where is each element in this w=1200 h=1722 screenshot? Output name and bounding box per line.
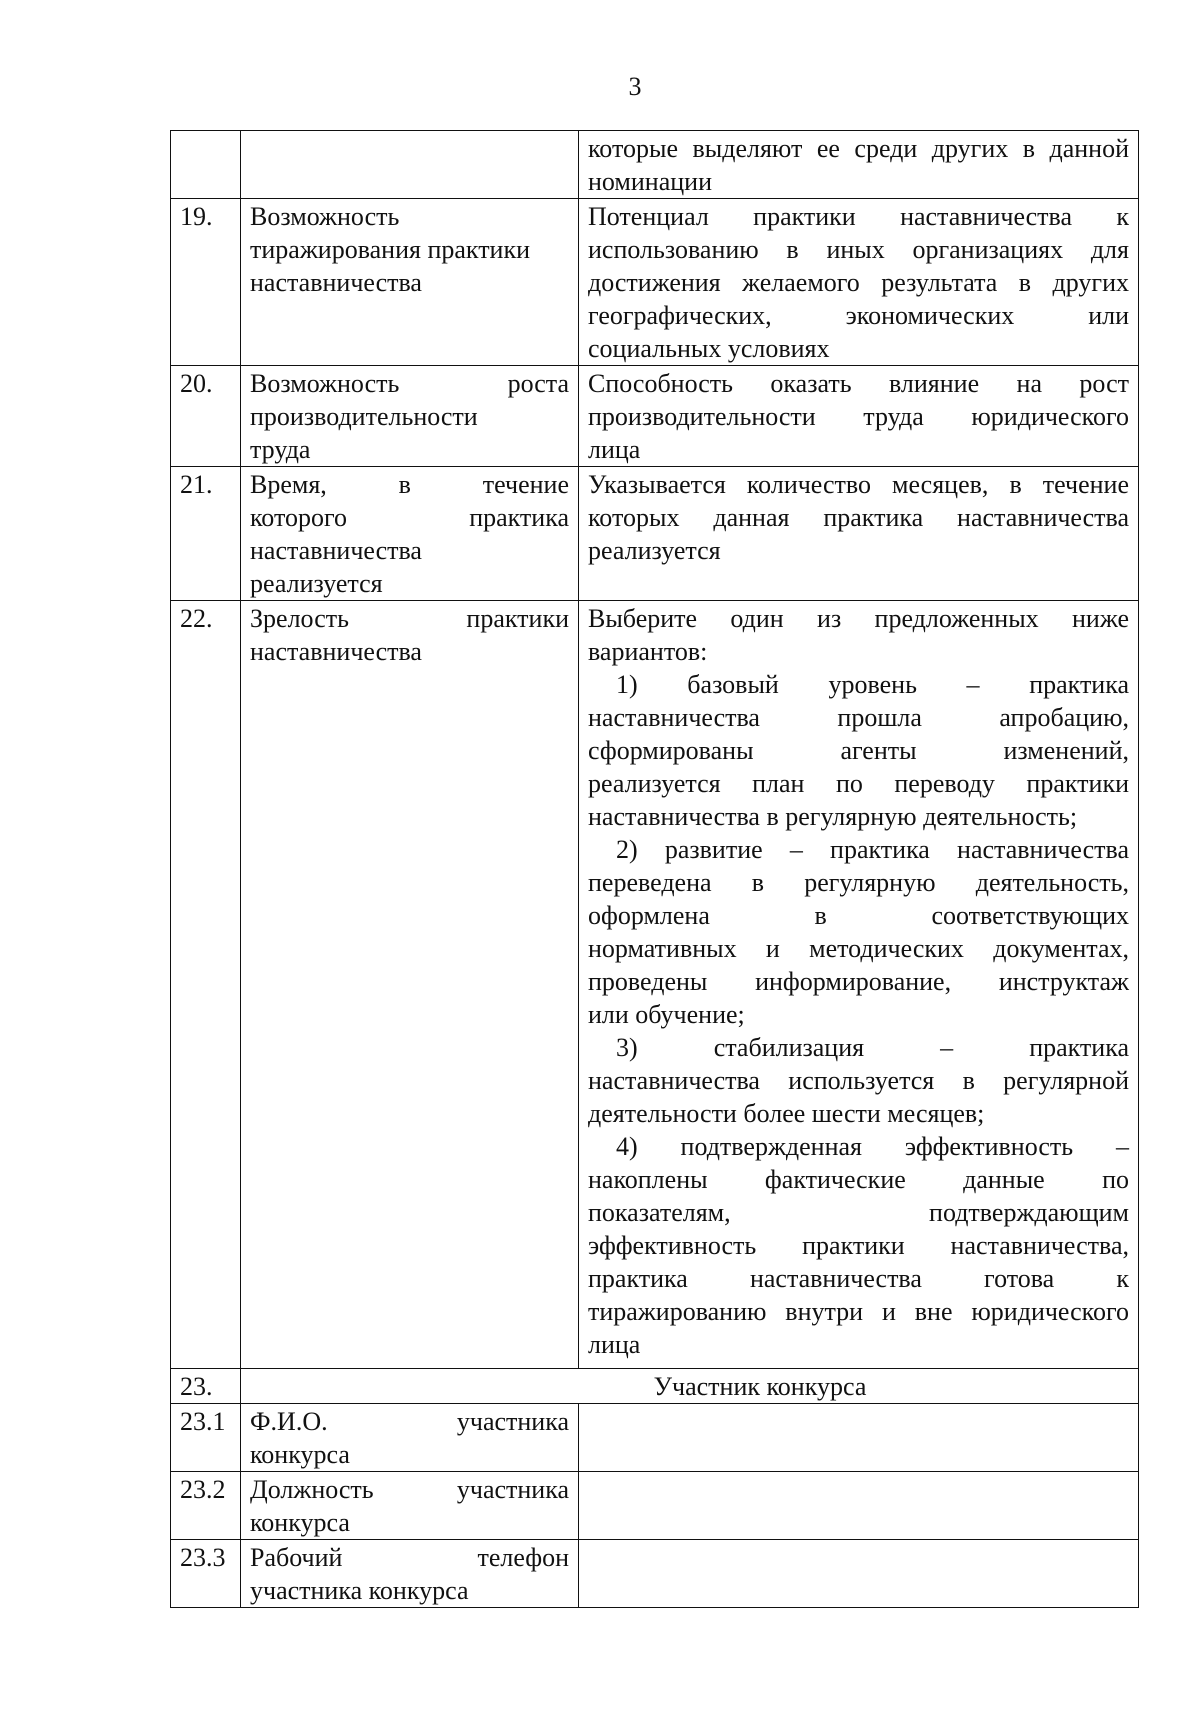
name-line: наставничества bbox=[250, 268, 422, 297]
option-line: 1) базовый уровень – практика bbox=[616, 670, 1129, 699]
value-cell[interactable] bbox=[579, 1404, 1139, 1472]
name-line: Рабочий телефон bbox=[250, 1543, 569, 1572]
table-row bbox=[171, 199, 1139, 366]
row-number: 23. bbox=[171, 1369, 241, 1404]
description-line: вариантов: bbox=[588, 637, 708, 666]
table-row bbox=[171, 1540, 1139, 1608]
criterion-description-cell bbox=[579, 601, 1139, 1369]
name-line: конкурса bbox=[250, 1508, 350, 1537]
criterion-name-cell bbox=[241, 1404, 579, 1472]
description-line: Способность оказать влияние на рост bbox=[588, 369, 1129, 398]
table-row bbox=[171, 601, 1139, 1369]
row-number: 23.3 bbox=[171, 1540, 241, 1608]
description-line: лица bbox=[588, 435, 641, 464]
criterion-description-cell bbox=[579, 131, 1139, 199]
criterion-description-cell bbox=[579, 366, 1139, 467]
option-line: тиражированию внутри и вне юридического bbox=[588, 1297, 1129, 1326]
description-line: номинации bbox=[588, 167, 712, 196]
option-line: переведена в регулярную деятельность, bbox=[588, 868, 1129, 897]
table-row bbox=[171, 366, 1139, 467]
description-line: географических, экономических или bbox=[588, 301, 1129, 330]
name-line: которого практика bbox=[250, 503, 569, 532]
description-line: использованию в иных организациях для bbox=[588, 235, 1129, 264]
option-line: нормативных и методических документах, bbox=[588, 934, 1129, 963]
option-line: наставничества используется в регулярной bbox=[588, 1066, 1129, 1095]
option-line: 2) развитие – практика наставничества bbox=[616, 835, 1129, 864]
option-line: лица bbox=[588, 1330, 641, 1359]
description-line: реализуется bbox=[588, 536, 721, 565]
option-line: оформлена в соответствующих bbox=[588, 901, 1129, 930]
row-number: 22. bbox=[171, 601, 241, 1369]
row-number-cell bbox=[171, 131, 241, 199]
criterion-name-cell bbox=[241, 601, 579, 1369]
name-line: конкурса bbox=[250, 1440, 350, 1469]
name-line: Должность участника bbox=[250, 1475, 569, 1504]
name-line: труда bbox=[250, 435, 311, 464]
name-line: Время, в течение bbox=[250, 470, 569, 499]
row-number: 23.2 bbox=[171, 1472, 241, 1540]
page-number: 3 bbox=[628, 72, 642, 101]
criterion-name-cell bbox=[241, 1472, 579, 1540]
name-line: участника конкурса bbox=[250, 1576, 469, 1605]
description-line: Указывается количество месяцев, в течение bbox=[588, 470, 1129, 499]
criterion-description-cell bbox=[579, 199, 1139, 366]
row-number: 20. bbox=[171, 366, 241, 467]
option-line: накоплены фактические данные по bbox=[588, 1165, 1129, 1194]
option-line: наставничества прошла апробацию, bbox=[588, 703, 1129, 732]
description-line: которых данная практика наставничества bbox=[588, 503, 1129, 532]
option-line: 3) стабилизация – практика bbox=[616, 1033, 1129, 1062]
option-line: 4) подтвержденная эффективность – bbox=[616, 1132, 1129, 1161]
name-line: производительности bbox=[250, 402, 478, 431]
option-line: практика наставничества готова к bbox=[588, 1264, 1129, 1293]
option-line: наставничества в регулярную деятельность; bbox=[588, 802, 1078, 831]
table-row bbox=[171, 1472, 1139, 1540]
option-line: проведены информирование, инструктаж bbox=[588, 967, 1129, 996]
description-line: Выберите один из предложенных ниже bbox=[588, 604, 1129, 633]
option-line: сформированы агенты изменений, bbox=[588, 736, 1129, 765]
value-cell[interactable] bbox=[579, 1540, 1139, 1608]
name-line: Возможность роста bbox=[250, 369, 569, 398]
description-line: социальных условиях bbox=[588, 334, 830, 363]
value-cell[interactable] bbox=[579, 1472, 1139, 1540]
name-line: тиражирования практики bbox=[250, 235, 531, 264]
table-row bbox=[171, 467, 1139, 601]
table-row bbox=[171, 131, 1139, 199]
criterion-name-cell bbox=[241, 1540, 579, 1608]
option-line: показателям, подтверждающим bbox=[588, 1198, 1129, 1227]
option-line: реализуется план по переводу практики bbox=[588, 769, 1129, 798]
name-line: наставничества bbox=[250, 536, 422, 565]
name-line: реализуется bbox=[250, 569, 383, 598]
criterion-description-cell bbox=[579, 467, 1139, 601]
description-line: достижения желаемого результата в других bbox=[588, 268, 1129, 297]
criterion-name-cell bbox=[241, 366, 579, 467]
name-line: наставничества bbox=[250, 637, 422, 666]
criterion-name-cell bbox=[241, 467, 579, 601]
option-line: эффективность практики наставничества, bbox=[588, 1231, 1129, 1260]
row-number: 23.1 bbox=[171, 1404, 241, 1472]
description-line: Потенциал практики наставничества к bbox=[588, 202, 1129, 231]
table-row bbox=[171, 1404, 1139, 1472]
name-line: Возможность bbox=[250, 202, 400, 231]
section-title: Участник конкурса bbox=[241, 1369, 1139, 1404]
row-number: 19. bbox=[171, 199, 241, 366]
name-line: Ф.И.О. участника bbox=[250, 1407, 569, 1436]
criterion-name-cell bbox=[241, 131, 579, 199]
description-line: которые выделяют ее среди других в данной bbox=[588, 134, 1129, 163]
name-line: Зрелость практики bbox=[250, 604, 569, 633]
option-line: деятельности более шести месяцев; bbox=[588, 1099, 985, 1128]
row-number: 21. bbox=[171, 467, 241, 601]
criteria-table bbox=[170, 130, 1139, 1608]
table-row bbox=[171, 1369, 1139, 1404]
criterion-name-cell bbox=[241, 199, 579, 366]
description-line: производительности труда юридического bbox=[588, 402, 1129, 431]
option-line: или обучение; bbox=[588, 1000, 745, 1029]
